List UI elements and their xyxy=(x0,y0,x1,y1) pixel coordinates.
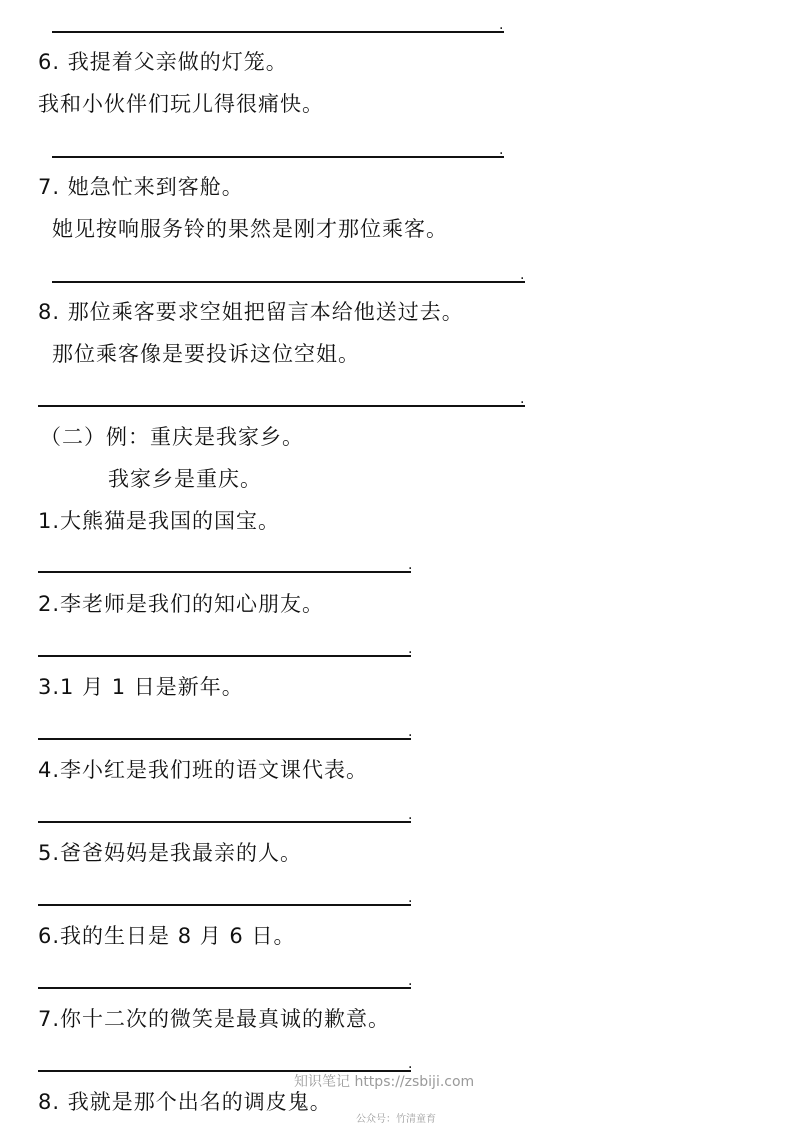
sentence-6b: 我和小伙伴们玩儿得很痛快。 xyxy=(38,92,324,116)
section-2-example: 我家乡是重庆。 xyxy=(108,467,262,491)
line-end-mark: . xyxy=(499,17,504,33)
answer-line xyxy=(52,156,504,158)
sentence-7a: 7. 她急忙来到客舱。 xyxy=(38,175,244,199)
answer-line xyxy=(38,904,411,906)
line-end-mark: . xyxy=(408,890,413,906)
line-end-mark: . xyxy=(408,557,413,573)
exercise-item-4: 4.李小红是我们班的语文课代表。 xyxy=(38,758,369,782)
answer-line xyxy=(38,987,411,989)
sentence-7b: 她见按响服务铃的果然是刚才那位乘客。 xyxy=(52,217,448,241)
exercise-item-8: 8. 我就是那个出名的调皮鬼。 xyxy=(38,1090,332,1114)
answer-line xyxy=(38,821,411,823)
exercise-item-6: 6.我的生日是 8 月 6 日。 xyxy=(38,924,296,948)
exercise-item-7: 7.你十二次的微笑是最真诚的歉意。 xyxy=(38,1007,391,1031)
answer-line xyxy=(38,405,525,407)
exercise-item-3: 3.1 月 1 日是新年。 xyxy=(38,675,244,699)
line-end-mark: . xyxy=(520,267,525,283)
answer-line xyxy=(38,571,411,573)
watermark-subtext: 公众号：竹清童育 xyxy=(356,1114,436,1125)
line-end-mark: . xyxy=(408,1056,413,1072)
answer-line xyxy=(52,31,504,33)
line-end-mark: . xyxy=(408,641,413,657)
line-end-mark: . xyxy=(499,142,504,158)
sentence-8a: 8. 那位乘客要求空姐把留言本给他送过去。 xyxy=(38,300,464,324)
line-end-mark: . xyxy=(408,807,413,823)
exercise-item-1: 1.大熊猫是我国的国宝。 xyxy=(38,509,281,533)
answer-line xyxy=(38,738,411,740)
section-2-heading: （二）例：重庆是我家乡。 xyxy=(40,425,304,449)
watermark-text: 知识笔记 https://zsbiji.com xyxy=(294,1074,475,1090)
exercise-item-2: 2.李老师是我们的知心朋友。 xyxy=(38,592,325,616)
line-end-mark: . xyxy=(408,973,413,989)
answer-line xyxy=(38,655,411,657)
line-end-mark: . xyxy=(520,391,525,407)
answer-line xyxy=(52,281,525,283)
line-end-mark: . xyxy=(408,724,413,740)
sentence-6a: 6. 我提着父亲做的灯笼。 xyxy=(38,50,288,74)
sentence-8b: 那位乘客像是要投诉这位空姐。 xyxy=(52,342,360,366)
exercise-item-5: 5.爸爸妈妈是我最亲的人。 xyxy=(38,841,303,865)
